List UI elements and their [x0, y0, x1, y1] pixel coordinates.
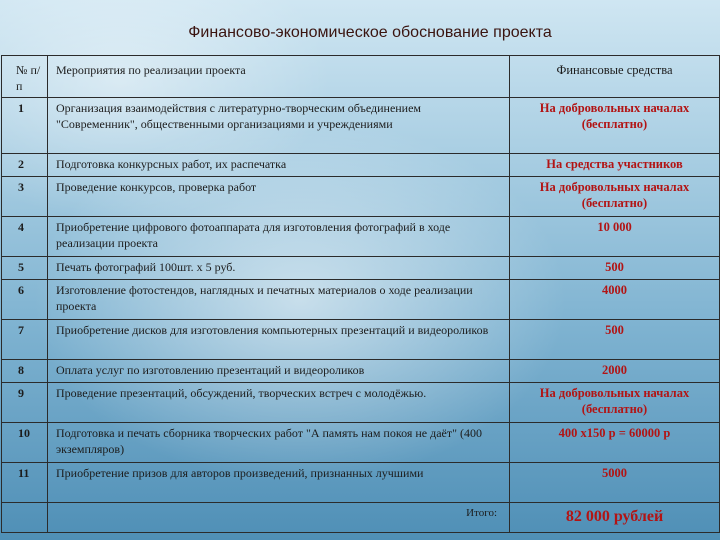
table-row	[2, 383, 720, 423]
table-row	[2, 360, 720, 383]
row-num: 2	[2, 154, 48, 177]
total-label: Итого:	[48, 503, 510, 533]
row-activity: Подготовка конкурсных работ, их распечатка	[48, 154, 510, 177]
row-funds: 500	[510, 257, 720, 280]
table-row	[2, 423, 720, 463]
row-num: 6	[2, 280, 48, 320]
row-activity: Печать фотографий 100шт. х 5 руб.	[48, 257, 510, 280]
header-num: № п/п	[2, 56, 48, 98]
table-row	[2, 320, 720, 360]
row-num: 4	[2, 217, 48, 257]
row-num: 10	[2, 423, 48, 463]
row-activity: Подготовка и печать сборника творческих работ "А память нам покоя не даёт" (400 экземпляров)	[48, 423, 510, 463]
row-activity: Приобретение дисков для изготовления компьютерных презентаций и видеороликов	[48, 320, 510, 360]
row-activity: Проведение презентаций, обсуждений, творческих встреч с молодёжью.	[48, 383, 510, 423]
total-empty-cell	[2, 503, 48, 533]
row-funds: 4000	[510, 280, 720, 320]
row-num: 5	[2, 257, 48, 280]
total-row	[2, 503, 720, 533]
row-funds: 400 х150 р = 60000 р	[510, 423, 720, 463]
row-funds: 500	[510, 320, 720, 360]
row-funds: На добровольных началах (бесплатно)	[510, 177, 720, 217]
table-row	[2, 177, 720, 217]
row-activity: Проведение конкурсов, проверка работ	[48, 177, 510, 217]
table-row	[2, 280, 720, 320]
row-activity: Изготовление фотостендов, наглядных и печатных материалов о ходе реализации проекта	[48, 280, 510, 320]
row-activity: Организация взаимодействия с литературно-творческим объединением "Современник", общественными организациями и учреждениями	[48, 98, 510, 154]
row-num: 11	[2, 463, 48, 503]
row-funds: На добровольных началах (бесплатно)	[510, 383, 720, 423]
page-title: Финансово-экономическое обоснование проекта	[188, 24, 552, 41]
row-funds: 10 000	[510, 217, 720, 257]
row-num: 3	[2, 177, 48, 217]
row-num: 8	[2, 360, 48, 383]
row-activity: Приобретение призов для авторов произведений, признанных лучшими	[48, 463, 510, 503]
table-row	[2, 217, 720, 257]
table-row	[2, 154, 720, 177]
row-funds: 5000	[510, 463, 720, 503]
total-value: 82 000 рублей	[510, 503, 720, 533]
row-activity: Приобретение цифрового фотоаппарата для изготовления фотографий в ходе реализации проекта	[48, 217, 510, 257]
row-funds: На добровольных началах (бесплатно)	[510, 98, 720, 154]
row-funds: На средства участников	[510, 154, 720, 177]
table-row	[2, 98, 720, 154]
header-activity: Мероприятия по реализации проекта	[48, 56, 510, 98]
row-num: 7	[2, 320, 48, 360]
table-row	[2, 257, 720, 280]
header-funds: Финансовые средства	[510, 56, 720, 98]
row-num: 1	[2, 98, 48, 154]
table-row	[2, 463, 720, 503]
row-activity: Оплата услуг по изготовлению презентаций и видеороликов	[48, 360, 510, 383]
budget-table	[1, 55, 720, 533]
row-funds: 2000	[510, 360, 720, 383]
table-header-row	[2, 56, 720, 98]
row-num: 9	[2, 383, 48, 423]
